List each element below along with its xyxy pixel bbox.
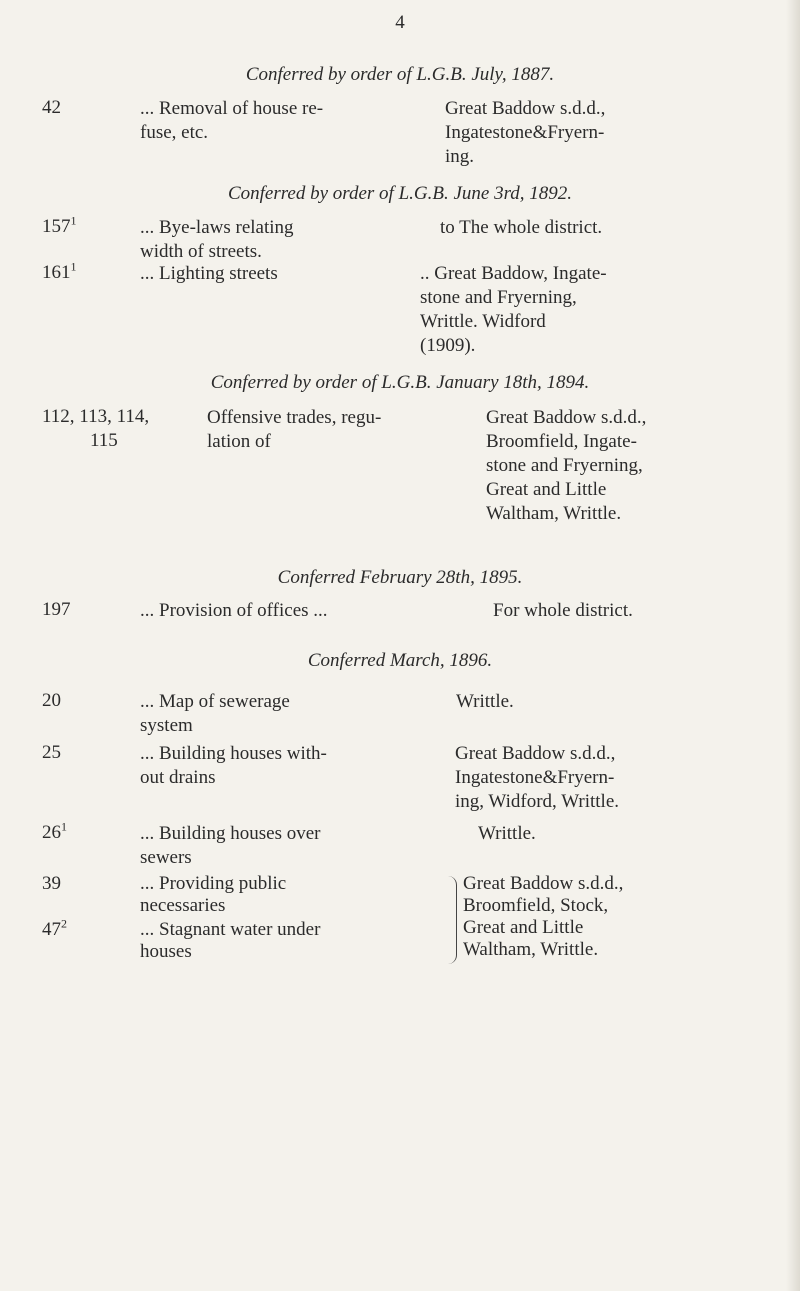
entry-number: 197 bbox=[42, 599, 71, 620]
page-number: 4 bbox=[395, 12, 405, 33]
entry-subject: ... Building houses over sewers bbox=[140, 823, 321, 868]
entry-subject: ... Stagnant water under houses bbox=[140, 919, 321, 962]
section-heading: Conferred February 28th, 1895. bbox=[277, 567, 523, 588]
entry-subject: Offensive trades, regu- lation of bbox=[207, 407, 382, 452]
entry-places: .. Great Baddow, Ingate- stone and Fryerning, Writtle. Widford (1909). bbox=[420, 263, 607, 356]
section-heading: Conferred March, 1896. bbox=[307, 650, 493, 671]
entry-number: 42 bbox=[42, 97, 61, 118]
entry-places: to The whole district. bbox=[440, 217, 603, 238]
entry-places: Great Baddow s.d.d., Ingatestone&Fryern- ing. bbox=[445, 98, 606, 167]
entry-subject: ... Map of sewerage system bbox=[140, 691, 290, 736]
entry-number: 112, 113, 114, bbox=[42, 406, 150, 427]
entry-places: Writtle. bbox=[478, 823, 536, 844]
entry-number: 20 bbox=[42, 690, 61, 711]
entry-places: Great Baddow s.d.d., Broomfield, Stock, Great and Little Waltham, Writtle. bbox=[463, 873, 624, 960]
section-heading: Conferred by order of L.G.B. June 3rd, 1892. bbox=[227, 183, 573, 204]
entry-places: Great Baddow s.d.d., Ingatestone&Fryern- ing, Widford, Writtle. bbox=[455, 743, 619, 812]
entry-subject: ... Bye-laws relating width of streets. bbox=[140, 217, 294, 262]
entry-number: $26^1$ bbox=[42, 819, 67, 843]
entry-number-continued: 115 bbox=[90, 430, 118, 451]
section-heading: Conferred by order of L.G.B. July, 1887. bbox=[245, 64, 555, 85]
entry-subject: ... Removal of house re- fuse, etc. bbox=[140, 98, 324, 143]
section-heading: Conferred by order of L.G.B. January 18th, 1894. bbox=[210, 372, 590, 393]
entry-places: Writtle. bbox=[456, 691, 514, 712]
entry-subject: ... Lighting streets bbox=[140, 263, 278, 284]
entry-number: $157^1$ bbox=[42, 213, 77, 237]
grouping-brace bbox=[448, 876, 457, 964]
entry-subject: ... Building houses with- out drains bbox=[140, 743, 327, 788]
entry-number: 39 bbox=[42, 873, 61, 894]
entry-subject: ... Provision of offices ... bbox=[140, 600, 328, 621]
entry-places: For whole district. bbox=[493, 600, 633, 621]
entry-number: $47^2$ bbox=[42, 916, 67, 940]
entry-subject: ... Providing public necessaries bbox=[140, 873, 287, 916]
entry-places: Great Baddow s.d.d., Broomfield, Ingate- stone and Fryerning, Great and Little Waltham, Writtle. bbox=[486, 407, 647, 524]
entry-number: $161^1$ bbox=[42, 259, 77, 283]
entry-number: 25 bbox=[42, 742, 61, 763]
